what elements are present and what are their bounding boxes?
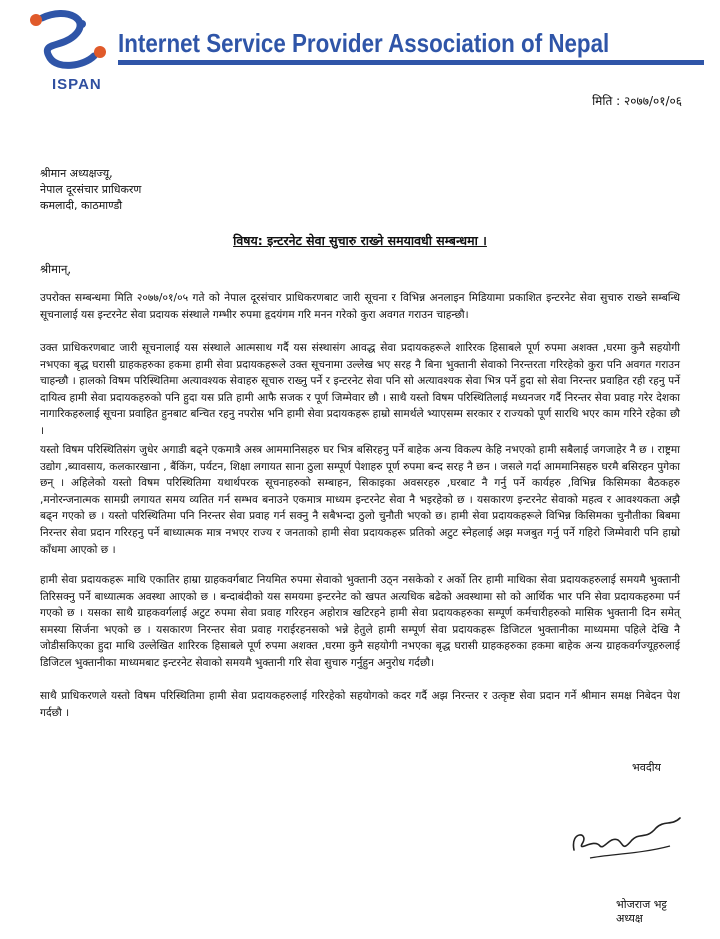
letter-date: मिति : २०७७/०१/०६	[592, 94, 682, 108]
letter-subject: विषय: इन्टरनेट सेवा सुचारु राख्ने समयावधी सम्बन्धमा ।	[233, 233, 487, 248]
salutation: श्रीमान्,	[40, 262, 72, 276]
recipient-line-2: नेपाल दूरसंचार प्राधिकरण	[40, 183, 142, 196]
paragraph-2: उक्त प्राधिकरणबाट जारी सूचनालाई यस संस्थाले आत्मसाथ गर्दै यस संस्थासंग आवद्ध सेवा प्रदायकहरूले शारिरक हिसाबले पूर्ण रुपमा अशक्त ,घरमा कुनै सहयोगी नभएका बृद्ध घरासी ग्राहकहरुका हकमा हामी सेवा प्रदायकहरूले उक्त सूचनामा उल्लेख भए सरह नै बिना भुक्तानी सेवाको निरन्तरता गरिरहेको कुरा पनि अवगत गराउन चाहन्छौ । हालको विषम परिस्थितिमा अत्यावश्यक सेवाहरु सूचारु राख्नु पर्ने र इन्टरनेट सेवा पनि सो अत्यावश्यक सेवा भित्र पर्ने हुदा सो सेवा निरन्तर प्रवाहित रही रहनु पर्ने दायित्व हामी सेवा प्रदायकहरुको पनि हुदा यस प्रति हामी आफै सजक र पूर्ण जिम्मेवार छौ । साथै यस्तो विषम परिस्थितिलाई मध्यनजर गर्दै निरन्तर सेवा प्रवाह गरेर देशका नागारिकहरुलाई सूचना प्रवाहित हुनबाट बन्चित रहनु नपरोस भनि हामी सेवा प्रदायकहरू हाम्रो सामर्थले भ्याएसम्म सरकार र राज्यको पूर्ण सारथि भएर काम गरिने रहेका छौ ।	[40, 342, 680, 437]
signer-block	[616, 898, 667, 926]
header-rule	[118, 60, 704, 65]
org-name: Internet Service Provider Association of Nepal	[118, 28, 610, 58]
paragraph-4: हामी सेवा प्रदायकहरू माथि एकातिर हाम्रा ग्राहकवर्गबाट नियमित रुपमा सेवाको भुक्तानी उठ्न नसकेको र अर्को तिर हामी माथिका सेवा प्रदायकहरुलाई समयमै भुक्तानी तिरिसक्नु पर्ने बाध्यात्मक अवस्था आएको छ । बन्दाबंदीको यस समयमा इन्टरनेट को खपत अत्यधिक बढेको अवस्थामा सो को आर्थिक भार पनि सेवा प्रदायकहरुमा पर्न गएको छ । यसका साथै ग्राहकवर्गलाई अटुट रुपमा सेवा प्रवाह गरिरहन अहोरात्र खटिरहने हामी सेवा प्रदायकहरुका सम्पूर्ण कर्मचारीहरुको मासिक भुक्तानी दिन समेत् समस्या सिर्जना भएको छ । यसकारण निरन्तर सेवा प्रवाह गराईरहनसको भन्ने हेतुले हामी सम्पूर्ण सेवा प्रदायकहरू डिजिटल भुक्तानीका माध्यममा पहिले देखि नै जोडीसकिएका हुदा माथि उल्लेखित शारिरक हिसाबले पूर्ण रुपमा अशक्त ,घरमा कुनै सहयोगी नभएका बृद्ध घरासी ग्राहकहरुका हकमा बाहेक अन्य ग्राहकवर्गज्यूहरुलाई डिजिटल भुक्तानीका माध्यमबाट इन्टरनेट सेवाको समयमै भुक्तानी गरि सेवा सुचारु गर्नुहुन अनुरोध गर्दछौ।	[40, 574, 680, 669]
ispan-logo-icon	[22, 8, 112, 78]
paragraph-1: उपरोक्त सम्बन्धमा मिति २०७७/०१/०५ गते को नेपाल दूरसंचार प्राधिकरणबाट जारी सूचना र विभिन्न अनलाइन मिडियामा प्रकाशित इन्टरनेट सेवा सुचारु राख्ने सम्बन्धि सूचनालाई यस इन्टरनेट सेवा प्रदायक संस्थाले गम्भीर रुपमा हृदयंगम गरि मनन गरेको कुरा अवगत गराउन चाहन्छौ।	[40, 292, 680, 321]
recipient-line-1: श्रीमान अध्यक्षज्यू,	[40, 167, 113, 180]
logo-text: ISPAN	[52, 76, 102, 93]
signer-name: भोजराज भट्ट	[616, 898, 667, 911]
signer-title: अध्यक्ष	[616, 912, 643, 925]
paragraph-5: साथै प्राधिकरणले यस्तो विषम परिस्थितिमा हामी सेवा प्रदायकहरुलाई गरिरहेको सहयोगको कदर गर्दै अझ निरन्तर र उत्कृष्ट सेवा प्रदान गर्ने श्रीमान समक्ष निबेदन पेश गर्दछौ ।	[40, 690, 680, 719]
paragraph-3: यस्तो विषम परिस्थितिसंग जुधेर अगाडी बढ्ने एकमात्रै अस्त्र आममानिसहरु घर भित्र बसिरहनु पर्ने बाहेक अन्य विकल्प केहि नभएको हामी सबैलाई जगजाहेर नै छ । राष्ट्रमा उद्योग ,ब्यावसाय, कलकारखाना , बैंकिंग, पर्यटन, शिक्षा लगायत साना ठुला सम्पूर्ण पेशाहरु पूर्ण रुपमा बन्द सरह नै छन । जसले गर्दा आममानिसहरु घरमै बसिरहन पुगेका छन् । अहिलेको यस्तो विषम परिस्थितिमा यथार्थपरक सूचनाहरुको सम्बाहन, सिकाइका अवसरहरु ,घरबाट नै गर्नु पर्ने कार्यहरु ,विभिन्न किसिमका बैठकहरु ,मनोरन्जनात्मक सामग्री लगायत समय व्यतित गर्न सम्भव बनाउने एकमात्र माध्यम इन्टरनेट सेवा नै भइरहेको छ । यसकारण इन्टरनेट सेवाको महत्व र आवश्यकता अझै बढ्न गएको छ । यस्तो परिस्थितिमा पनि निरन्तर सेवा प्रवाह गर्न सक्नु नै सबैभन्दा ठुलो चुनौती भएको छ। हामी सेवा प्रदायकहरूले विभिन्न किसिमका चुनौतीका बिबमा निरन्तर सेवा प्रदान गरिरहनु पर्ने बाध्यात्मक मात्र नभएर राज्य र जनताको हामी सेवा प्रदायकहरू प्रतिको अटुट स्नेहलाई अझ मजबुत गर्नु पर्ने गहिरो जिम्मेवारी पनि हाम्रो काँधमा आएको छ ।	[40, 444, 680, 556]
signature	[560, 810, 690, 870]
letterhead	[0, 0, 720, 93]
recipient-line-3: कमलादी, काठमाण्डौ	[40, 199, 123, 212]
closing: भवदीय	[632, 761, 661, 774]
ispan-logo	[22, 8, 112, 93]
